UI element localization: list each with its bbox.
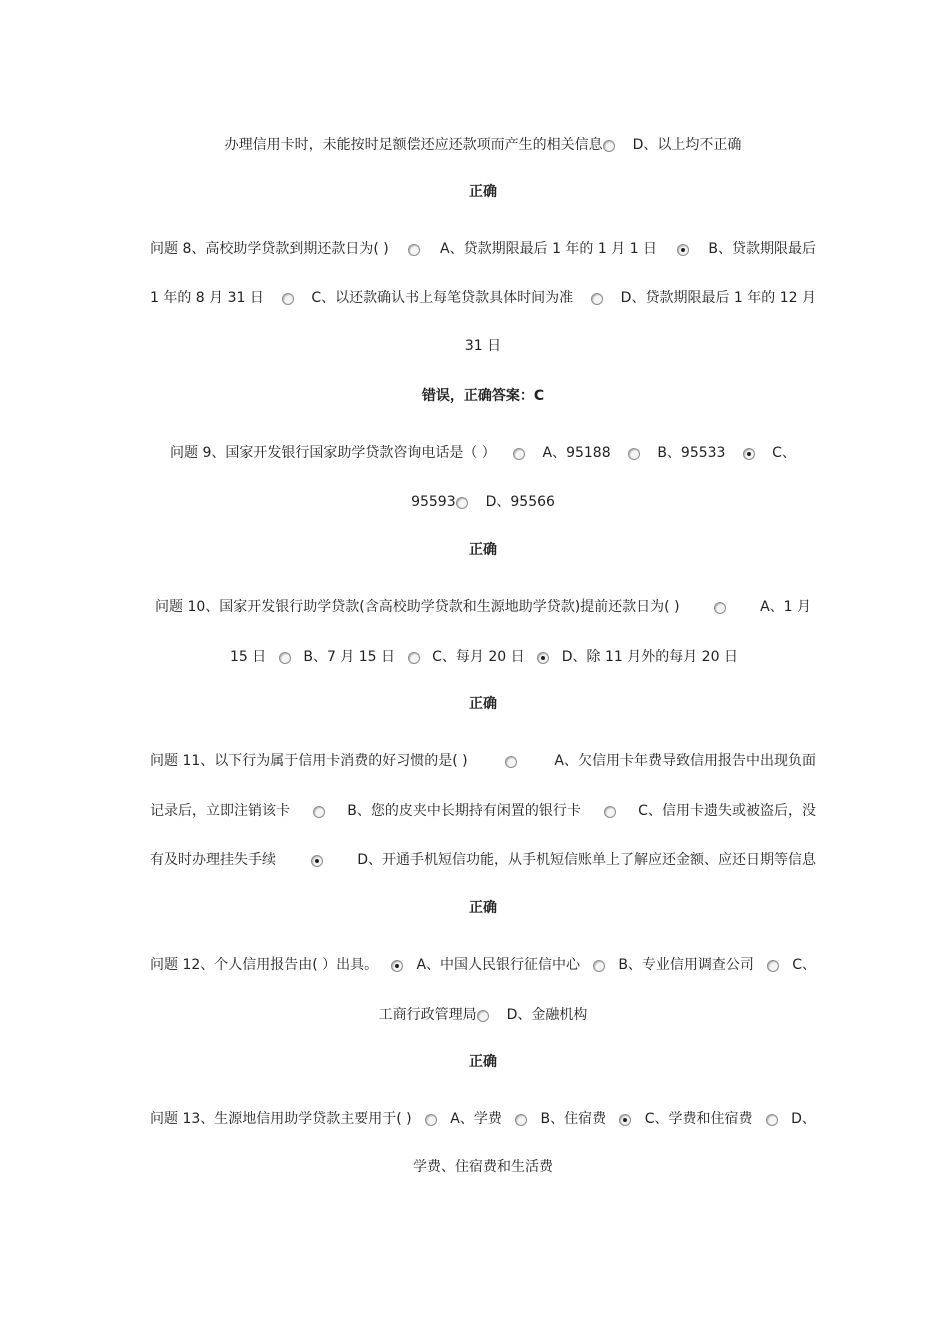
q7-option-d-radio[interactable]	[603, 140, 615, 152]
q9-verdict: 正确	[469, 542, 497, 558]
q8-option-c-text: C、以还款确认书上每笔贷款具体时间为准	[311, 290, 574, 306]
q9-line-2	[150, 490, 816, 514]
q11-option-a-text-cont: 记录后，立即注销该卡	[150, 803, 290, 819]
q8-option-c-radio[interactable]	[282, 293, 294, 305]
q11-prompt: 问题 11、以下行为属于信用卡消费的好习惯的是( )	[150, 753, 468, 769]
q12-prompt: 问题 12、个人信用报告由( ）出具。	[150, 957, 379, 973]
q11-option-c-text: C、信用卡遗失或被盗后，没	[638, 803, 816, 819]
q8-option-a-text: A、贷款期限最后 1 年的 1 月 1 日	[440, 241, 658, 257]
q13-option-b-text: B、住宿费	[540, 1111, 607, 1127]
q9-line-1	[170, 441, 796, 465]
q10-option-b-text: B、7 月 15 日	[303, 649, 396, 665]
q11-option-c-radio[interactable]	[604, 806, 616, 818]
q13-option-d-text-cont: 学费、住宿费和生活费	[413, 1159, 553, 1175]
q13-prompt: 问题 13、生源地信用助学贷款主要用于( )	[150, 1111, 412, 1127]
q12-option-c-text-cont: 工商行政管理局	[378, 1007, 477, 1023]
q13-option-c-text: C、学费和住宿费	[644, 1111, 753, 1127]
q8-option-b-text: B、贷款期限最后	[708, 241, 816, 257]
q10-option-a-text: A、1 月	[760, 599, 811, 615]
q12-line-1	[150, 953, 816, 977]
q9-option-b-text: B、95533	[657, 445, 726, 461]
q8-prompt: 问题 8、高校助学贷款到期还款日为( )	[150, 241, 389, 257]
q10-line-2	[230, 645, 738, 669]
q8-verdict: 错误，正确答案：C	[421, 388, 545, 404]
q11-option-a-radio[interactable]	[505, 756, 517, 768]
q10-option-a-radio[interactable]	[714, 602, 726, 614]
q8-option-d-text: D、贷款期限最后 1 年的 12 月	[620, 290, 816, 306]
q9-option-d-text: D、95566	[485, 494, 555, 510]
q12-option-c-text: C、	[792, 957, 816, 973]
q11-option-d-text: D、开通手机短信功能，从手机短信账单上了解应还金额、应还日期等信息	[357, 852, 816, 868]
q10-option-b-radio[interactable]	[279, 652, 291, 664]
q13-option-a-radio[interactable]	[425, 1114, 437, 1126]
q9-prompt: 问题 9、国家开发银行国家助学贷款咨询电话是（ ）	[170, 445, 496, 461]
q13-option-b-radio[interactable]	[515, 1114, 527, 1126]
q9-option-c-text-cont: 95593	[411, 494, 456, 510]
q11-option-d-radio[interactable]	[311, 855, 323, 867]
q10-option-a-text-cont: 15 日	[230, 649, 267, 665]
q10-prompt: 问题 10、国家开发银行助学贷款(含高校助学贷款和生源地助学贷款)提前还款日为( )	[155, 599, 680, 615]
q11-line-3	[150, 848, 816, 872]
q10-option-d-radio[interactable]	[537, 652, 549, 664]
q9-option-a-radio[interactable]	[513, 448, 525, 460]
q8-option-b-radio[interactable]	[677, 244, 689, 256]
q8-line-1	[150, 237, 816, 261]
q12-verdict: 正确	[469, 1054, 497, 1070]
q11-option-b-text: B、您的皮夹中长期持有闲置的银行卡	[347, 803, 581, 819]
q13-option-c-radio[interactable]	[619, 1114, 631, 1126]
q8-option-a-radio[interactable]	[408, 244, 420, 256]
q9-option-c-text: C、	[772, 445, 796, 461]
q12-option-b-text: B、专业信用调查公司	[618, 957, 754, 973]
q10-line-1	[155, 595, 811, 619]
q13-option-d-text: D、	[791, 1111, 816, 1127]
q12-option-a-text: A、中国人民银行征信中心	[416, 957, 581, 973]
q9-option-a-text: A、95188	[542, 445, 611, 461]
q11-option-a-text: A、欠信用卡年费导致信用报告中出现负面	[554, 753, 816, 769]
q8-option-d-text-cont: 31 日	[464, 338, 502, 354]
q7-options-line	[150, 133, 816, 157]
q12-option-d-radio[interactable]	[477, 1010, 489, 1022]
q11-option-c-text-cont: 有及时办理挂失手续	[150, 852, 276, 868]
q12-option-c-radio[interactable]	[767, 960, 779, 972]
q10-option-c-text: C、每月 20 日	[432, 649, 525, 665]
q7-option-d-text: D、以上均不正确	[632, 137, 742, 153]
q7-verdict: 正确	[469, 184, 497, 200]
q8-option-b-text-cont: 1 年的 8 月 31 日	[150, 290, 264, 306]
q12-line-2	[150, 1003, 816, 1027]
q10-option-d-text: D、除 11 月外的每月 20 日	[561, 649, 738, 665]
q9-option-c-radio[interactable]	[743, 448, 755, 460]
q11-option-b-radio[interactable]	[313, 806, 325, 818]
q10-option-c-radio[interactable]	[408, 652, 420, 664]
q10-verdict: 正确	[469, 696, 497, 712]
q11-line-2	[150, 799, 816, 823]
q11-verdict: 正确	[469, 900, 497, 916]
q11-line-1	[150, 749, 816, 773]
q9-option-d-radio[interactable]	[456, 497, 468, 509]
q13-option-a-text: A、学费	[450, 1111, 502, 1127]
q8-option-d-radio[interactable]	[591, 293, 603, 305]
q7-option-c-text: 办理信用卡时，未能按时足额偿还应还款项而产生的相关信息	[224, 137, 603, 153]
q12-option-d-text: D、金融机构	[506, 1007, 588, 1023]
q8-line-2	[150, 286, 816, 310]
q9-option-b-radio[interactable]	[628, 448, 640, 460]
q13-option-d-radio[interactable]	[766, 1114, 778, 1126]
q12-option-b-radio[interactable]	[593, 960, 605, 972]
q13-line-1	[150, 1107, 816, 1131]
q12-option-a-radio[interactable]	[391, 960, 403, 972]
